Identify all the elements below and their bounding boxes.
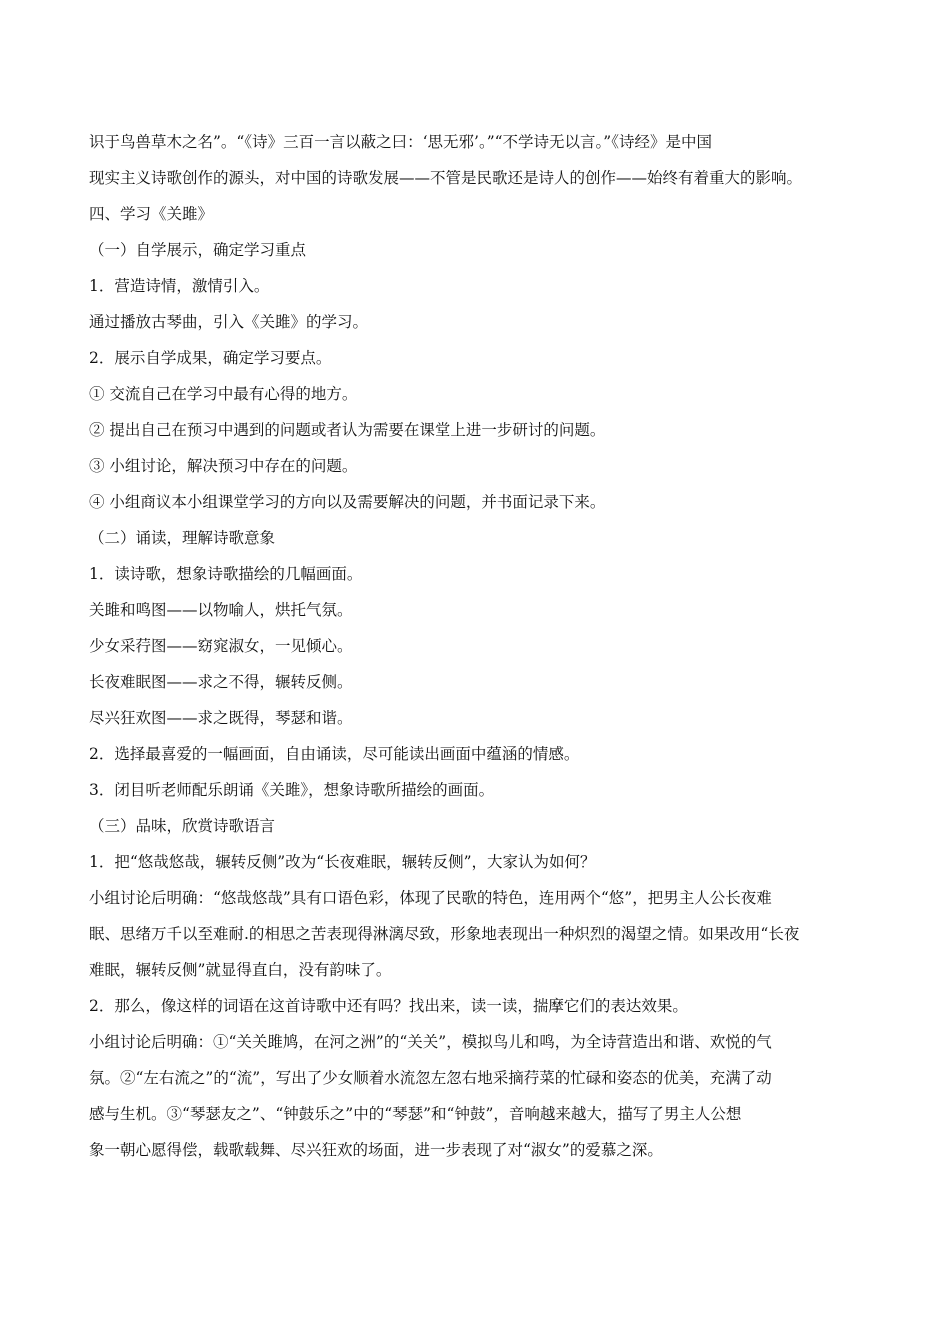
step-2: 2．展示自学成果，确定学习要点。 (89, 349, 332, 367)
section-heading-4: 四、学习《关雎》 (89, 205, 214, 223)
text-line: 氛。②“左右流之”的“流”，写出了少女顺着水流忽左忽右地采摘荇菜的忙碌和姿态的优美，充满了动 (89, 1069, 772, 1087)
list-item-2: ② 提出自己在预习中遇到的问题或者认为需要在课堂上进一步研讨的问题。 (89, 421, 606, 439)
subsection-heading-2: （二）诵读，理解诗歌意象 (89, 529, 276, 547)
text-line: 难眠，辗转反侧”就显得直白，没有韵味了。 (89, 961, 392, 979)
text-line: 通过播放古琴曲，引入《关雎》的学习。 (89, 313, 369, 331)
step-1: 1．营造诗情，激情引入。 (89, 277, 270, 295)
step-2: 2．选择最喜爱的一幅画面，自由诵读，尽可能读出画面中蕴涵的情感。 (89, 745, 580, 763)
text-line-1: 识于鸟兽草木之名”。“《诗》三百一言以蔽之曰：‘思无邪’。”“不学诗无以言。”《诗经》是中国 (89, 133, 712, 151)
text-line: 象一朝心愿得偿，载歌载舞、尽兴狂欢的场面，进一步表现了对“淑女”的爱慕之深。 (89, 1141, 663, 1159)
image-scene-2: 少女采荇图——窈窕淑女，一见倾心。 (89, 637, 353, 655)
subsection-heading-1: （一）自学展示，确定学习重点 (89, 241, 307, 259)
list-item-4: ④ 小组商议本小组课堂学习的方向以及需要解决的问题，并书面记录下来。 (89, 493, 606, 511)
step-1: 1．把“悠哉悠哉，辗转反侧”改为“长夜难眠，辗转反侧”，大家认为如何？ (89, 853, 596, 871)
image-scene-3: 长夜难眠图——求之不得，辗转反侧。 (89, 673, 353, 691)
list-item-1: ① 交流自己在学习中最有心得的地方。 (89, 385, 358, 403)
subsection-heading-3: （三）品味，欣赏诗歌语言 (89, 817, 276, 835)
text-line: 眠、思绪万千以至难耐.的相思之苦表现得淋漓尽致，形象地表现出一种炽烈的渴望之情。如果改用“长夜 (89, 925, 800, 943)
document-page (89, 124, 861, 1168)
image-scene-4: 尽兴狂欢图——求之既得，琴瑟和谐。 (89, 709, 353, 727)
step-1: 1．读诗歌，想象诗歌描绘的几幅画面。 (89, 565, 363, 583)
image-scene-1: 关雎和鸣图——以物喻人，烘托气氛。 (89, 601, 353, 619)
text-line: 感与生机。③“琴瑟友之”、“钟鼓乐之”中的“琴瑟”和“钟鼓”，音响越来越大，描写了男主人公想 (89, 1105, 742, 1123)
step-3: 3．闭目听老师配乐朗诵《关雎》，想象诗歌所描绘的画面。 (89, 781, 495, 799)
text-line: 小组讨论后明确：“悠哉悠哉”具有口语色彩，体现了民歌的特色，连用两个“悠”，把男主人公长夜难 (89, 889, 772, 907)
text-line-2: 现实主义诗歌创作的源头，对中国的诗歌发展——不管是民歌还是诗人的创作——始终有着重大的影响。 (89, 169, 803, 187)
step-2: 2．那么，像这样的词语在这首诗歌中还有吗？找出来，读一读，揣摩它们的表达效果。 (89, 997, 688, 1015)
list-item-3: ③ 小组讨论，解决预习中存在的问题。 (89, 457, 358, 475)
text-line: 小组讨论后明确：①“关关雎鸠，在河之洲”的“关关”，模拟鸟儿和鸣，为全诗营造出和谐、欢悦的气 (89, 1033, 772, 1051)
